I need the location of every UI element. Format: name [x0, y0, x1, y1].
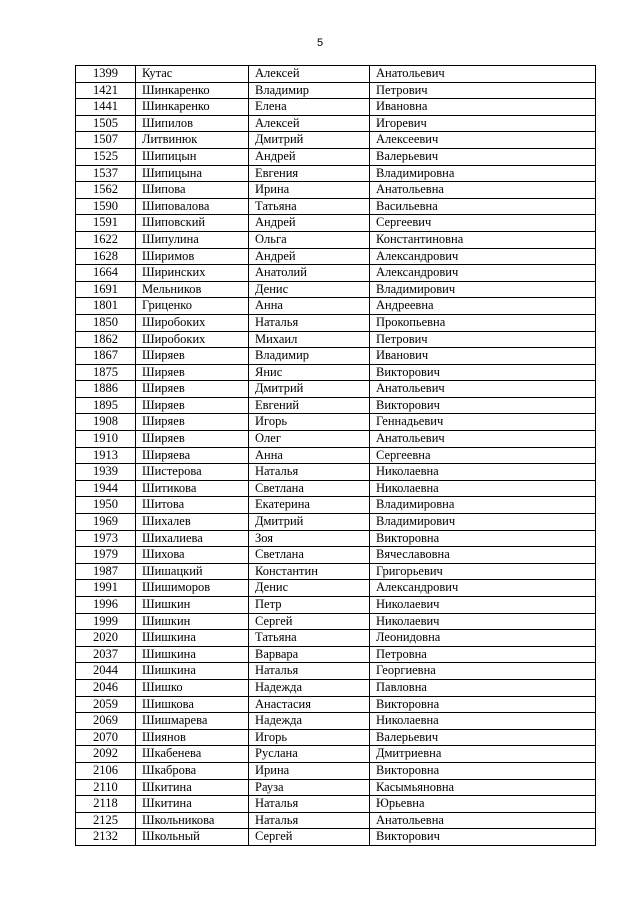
surname-cell: Кутас [136, 66, 249, 83]
surname-cell: Шишкина [136, 646, 249, 663]
surname-cell: Ширяев [136, 381, 249, 398]
id-cell: 1999 [76, 613, 136, 630]
id-cell: 1973 [76, 530, 136, 547]
table-row [76, 248, 596, 265]
patronymic-cell: Николаевна [370, 713, 596, 730]
patronymic-cell: Владимирович [370, 281, 596, 298]
patronymic-cell: Павловна [370, 679, 596, 696]
table-row [76, 613, 596, 630]
first-name-cell: Владимир [249, 82, 370, 99]
page-number: 5 [316, 37, 324, 49]
surname-cell: Шкабенева [136, 746, 249, 763]
id-cell: 1664 [76, 265, 136, 282]
first-name-cell: Ольга [249, 231, 370, 248]
patronymic-cell: Петрович [370, 82, 596, 99]
table-row [76, 115, 596, 132]
patronymic-cell: Григорьевич [370, 563, 596, 580]
id-cell: 1875 [76, 364, 136, 381]
patronymic-cell: Валерьевич [370, 729, 596, 746]
surname-cell: Шинкаренко [136, 99, 249, 116]
first-name-cell: Надежда [249, 713, 370, 730]
first-name-cell: Наталья [249, 812, 370, 829]
patronymic-cell: Викторовна [370, 696, 596, 713]
patronymic-cell: Леонидовна [370, 630, 596, 647]
surname-cell: Шиянов [136, 729, 249, 746]
id-cell: 1505 [76, 115, 136, 132]
table-row [76, 547, 596, 564]
patronymic-cell: Викторович [370, 364, 596, 381]
first-name-cell: Евгений [249, 397, 370, 414]
first-name-cell: Зоя [249, 530, 370, 547]
first-name-cell: Константин [249, 563, 370, 580]
first-name-cell: Янис [249, 364, 370, 381]
surname-cell: Шишкин [136, 597, 249, 614]
table-row [76, 447, 596, 464]
surname-cell: Ширимов [136, 248, 249, 265]
patronymic-cell: Васильевна [370, 198, 596, 215]
first-name-cell: Алексей [249, 66, 370, 83]
first-name-cell: Ирина [249, 182, 370, 199]
table-row [76, 281, 596, 298]
patronymic-cell: Викторовна [370, 762, 596, 779]
id-cell: 2132 [76, 829, 136, 846]
surname-cell: Шкаброва [136, 762, 249, 779]
first-name-cell: Алексей [249, 115, 370, 132]
patronymic-cell: Владимировна [370, 497, 596, 514]
id-cell: 2046 [76, 679, 136, 696]
table-row [76, 66, 596, 83]
table-row [76, 414, 596, 431]
first-name-cell: Екатерина [249, 497, 370, 514]
surname-cell: Шишкина [136, 630, 249, 647]
table-row [76, 829, 596, 846]
first-name-cell: Татьяна [249, 198, 370, 215]
first-name-cell: Дмитрий [249, 381, 370, 398]
id-cell: 1421 [76, 82, 136, 99]
table-row [76, 314, 596, 331]
patronymic-cell: Викторович [370, 829, 596, 846]
table-row [76, 331, 596, 348]
first-name-cell: Надежда [249, 679, 370, 696]
surname-cell: Ширяев [136, 348, 249, 365]
surname-cell: Ширяев [136, 431, 249, 448]
names-table-body [76, 66, 596, 846]
id-cell: 1562 [76, 182, 136, 199]
surname-cell: Шихалиева [136, 530, 249, 547]
patronymic-cell: Анатольевна [370, 182, 596, 199]
first-name-cell: Михаил [249, 331, 370, 348]
surname-cell: Шишкин [136, 613, 249, 630]
patronymic-cell: Юрьевна [370, 796, 596, 813]
first-name-cell: Андрей [249, 148, 370, 165]
surname-cell: Шиповский [136, 215, 249, 232]
first-name-cell: Андрей [249, 215, 370, 232]
id-cell: 2020 [76, 630, 136, 647]
first-name-cell: Наталья [249, 663, 370, 680]
patronymic-cell: Николаевич [370, 613, 596, 630]
first-name-cell: Игорь [249, 729, 370, 746]
table-row [76, 779, 596, 796]
surname-cell: Ширинских [136, 265, 249, 282]
id-cell: 1591 [76, 215, 136, 232]
table-row [76, 514, 596, 531]
surname-cell: Шишмарева [136, 713, 249, 730]
patronymic-cell: Игоревич [370, 115, 596, 132]
id-cell: 1850 [76, 314, 136, 331]
id-cell: 2044 [76, 663, 136, 680]
id-cell: 2118 [76, 796, 136, 813]
id-cell: 2059 [76, 696, 136, 713]
id-cell: 1939 [76, 464, 136, 481]
first-name-cell: Светлана [249, 480, 370, 497]
patronymic-cell: Геннадьевич [370, 414, 596, 431]
patronymic-cell: Сергеевна [370, 447, 596, 464]
surname-cell: Шиповалова [136, 198, 249, 215]
first-name-cell: Рауза [249, 779, 370, 796]
id-cell: 1969 [76, 514, 136, 531]
table-row [76, 762, 596, 779]
table-row [76, 182, 596, 199]
id-cell: 2110 [76, 779, 136, 796]
first-name-cell: Дмитрий [249, 514, 370, 531]
table-row [76, 679, 596, 696]
surname-cell: Широбоких [136, 314, 249, 331]
id-cell: 1441 [76, 99, 136, 116]
names-table [75, 65, 596, 846]
table-row [76, 812, 596, 829]
patronymic-cell: Владимирович [370, 514, 596, 531]
first-name-cell: Евгения [249, 165, 370, 182]
table-row [76, 713, 596, 730]
table-row [76, 480, 596, 497]
table-row [76, 364, 596, 381]
first-name-cell: Татьяна [249, 630, 370, 647]
table-row [76, 231, 596, 248]
patronymic-cell: Андреевна [370, 298, 596, 315]
patronymic-cell: Владимировна [370, 165, 596, 182]
patronymic-cell: Александрович [370, 265, 596, 282]
surname-cell: Школьный [136, 829, 249, 846]
table-row [76, 198, 596, 215]
id-cell: 1399 [76, 66, 136, 83]
first-name-cell: Руслана [249, 746, 370, 763]
table-row [76, 397, 596, 414]
id-cell: 2037 [76, 646, 136, 663]
surname-cell: Шихова [136, 547, 249, 564]
surname-cell: Ширяева [136, 447, 249, 464]
patronymic-cell: Касымьяновна [370, 779, 596, 796]
patronymic-cell: Викторович [370, 397, 596, 414]
patronymic-cell: Дмитриевна [370, 746, 596, 763]
surname-cell: Шипицын [136, 148, 249, 165]
table-row [76, 696, 596, 713]
id-cell: 2092 [76, 746, 136, 763]
first-name-cell: Анатолий [249, 265, 370, 282]
patronymic-cell: Петрович [370, 331, 596, 348]
surname-cell: Шитова [136, 497, 249, 514]
table-row [76, 99, 596, 116]
patronymic-cell: Сергеевич [370, 215, 596, 232]
table-row [76, 132, 596, 149]
table-row [76, 497, 596, 514]
id-cell: 1996 [76, 597, 136, 614]
surname-cell: Ширяев [136, 414, 249, 431]
surname-cell: Ширяев [136, 364, 249, 381]
first-name-cell: Елена [249, 99, 370, 116]
patronymic-cell: Александрович [370, 248, 596, 265]
table-row [76, 796, 596, 813]
patronymic-cell: Иванович [370, 348, 596, 365]
first-name-cell: Ирина [249, 762, 370, 779]
first-name-cell: Анастасия [249, 696, 370, 713]
first-name-cell: Игорь [249, 414, 370, 431]
table-row [76, 563, 596, 580]
first-name-cell: Петр [249, 597, 370, 614]
patronymic-cell: Анатольевич [370, 66, 596, 83]
id-cell: 1691 [76, 281, 136, 298]
surname-cell: Литвинюк [136, 132, 249, 149]
table-row [76, 265, 596, 282]
id-cell: 1950 [76, 497, 136, 514]
id-cell: 1622 [76, 231, 136, 248]
id-cell: 1913 [76, 447, 136, 464]
id-cell: 1801 [76, 298, 136, 315]
first-name-cell: Анна [249, 447, 370, 464]
id-cell: 1590 [76, 198, 136, 215]
id-cell: 2106 [76, 762, 136, 779]
table-row [76, 530, 596, 547]
table-row [76, 646, 596, 663]
patronymic-cell: Викторовна [370, 530, 596, 547]
surname-cell: Шипилов [136, 115, 249, 132]
patronymic-cell: Николаевна [370, 480, 596, 497]
table-row [76, 746, 596, 763]
patronymic-cell: Алексеевич [370, 132, 596, 149]
surname-cell: Ширяев [136, 397, 249, 414]
patronymic-cell: Анатольевич [370, 381, 596, 398]
table-row [76, 464, 596, 481]
first-name-cell: Варвара [249, 646, 370, 663]
surname-cell: Шишкина [136, 663, 249, 680]
surname-cell: Шихалев [136, 514, 249, 531]
table-row [76, 165, 596, 182]
id-cell: 1886 [76, 381, 136, 398]
table-row [76, 597, 596, 614]
first-name-cell: Денис [249, 580, 370, 597]
patronymic-cell: Анатольевич [370, 431, 596, 448]
surname-cell: Гриценко [136, 298, 249, 315]
patronymic-cell: Константиновна [370, 231, 596, 248]
id-cell: 2070 [76, 729, 136, 746]
id-cell: 1979 [76, 547, 136, 564]
table-row [76, 381, 596, 398]
surname-cell: Широбоких [136, 331, 249, 348]
id-cell: 1991 [76, 580, 136, 597]
table-row [76, 298, 596, 315]
first-name-cell: Наталья [249, 796, 370, 813]
patronymic-cell: Петровна [370, 646, 596, 663]
first-name-cell: Олег [249, 431, 370, 448]
surname-cell: Шипицына [136, 165, 249, 182]
table-row [76, 215, 596, 232]
table-row [76, 663, 596, 680]
table-row [76, 82, 596, 99]
surname-cell: Шкитина [136, 779, 249, 796]
id-cell: 2069 [76, 713, 136, 730]
first-name-cell: Денис [249, 281, 370, 298]
id-cell: 1987 [76, 563, 136, 580]
first-name-cell: Владимир [249, 348, 370, 365]
patronymic-cell: Ивановна [370, 99, 596, 116]
surname-cell: Шишко [136, 679, 249, 696]
id-cell: 1628 [76, 248, 136, 265]
id-cell: 1867 [76, 348, 136, 365]
first-name-cell: Светлана [249, 547, 370, 564]
patronymic-cell: Валерьевич [370, 148, 596, 165]
first-name-cell: Наталья [249, 464, 370, 481]
id-cell: 1862 [76, 331, 136, 348]
first-name-cell: Наталья [249, 314, 370, 331]
first-name-cell: Андрей [249, 248, 370, 265]
first-name-cell: Анна [249, 298, 370, 315]
surname-cell: Шипулина [136, 231, 249, 248]
id-cell: 1908 [76, 414, 136, 431]
table-row [76, 348, 596, 365]
id-cell: 1944 [76, 480, 136, 497]
patronymic-cell: Александрович [370, 580, 596, 597]
table-row [76, 580, 596, 597]
surname-cell: Школьникова [136, 812, 249, 829]
table-row [76, 729, 596, 746]
surname-cell: Шишкова [136, 696, 249, 713]
table-row [76, 630, 596, 647]
id-cell: 1537 [76, 165, 136, 182]
first-name-cell: Сергей [249, 613, 370, 630]
first-name-cell: Сергей [249, 829, 370, 846]
id-cell: 1507 [76, 132, 136, 149]
surname-cell: Шитикова [136, 480, 249, 497]
table-row [76, 431, 596, 448]
id-cell: 1525 [76, 148, 136, 165]
table-row [76, 148, 596, 165]
surname-cell: Шипова [136, 182, 249, 199]
patronymic-cell: Георгиевна [370, 663, 596, 680]
surname-cell: Шишацкий [136, 563, 249, 580]
patronymic-cell: Вячеславовна [370, 547, 596, 564]
surname-cell: Мельников [136, 281, 249, 298]
patronymic-cell: Прокопьевна [370, 314, 596, 331]
id-cell: 1910 [76, 431, 136, 448]
surname-cell: Шинкаренко [136, 82, 249, 99]
patronymic-cell: Николаевна [370, 464, 596, 481]
id-cell: 2125 [76, 812, 136, 829]
patronymic-cell: Николаевич [370, 597, 596, 614]
surname-cell: Шистерова [136, 464, 249, 481]
id-cell: 1895 [76, 397, 136, 414]
patronymic-cell: Анатольевна [370, 812, 596, 829]
surname-cell: Шкитина [136, 796, 249, 813]
first-name-cell: Дмитрий [249, 132, 370, 149]
surname-cell: Шишиморов [136, 580, 249, 597]
